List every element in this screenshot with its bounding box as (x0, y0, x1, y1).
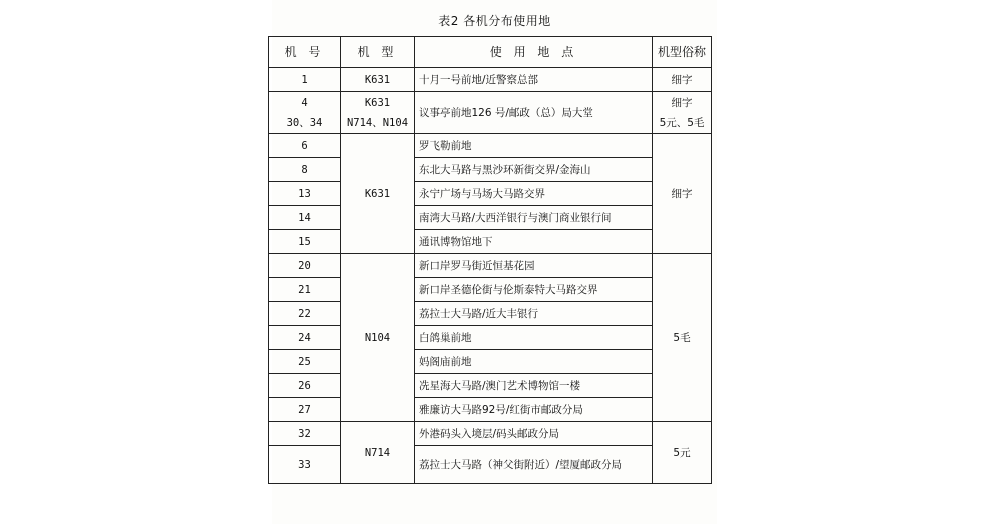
machine-no: 26 (269, 374, 341, 398)
nickname (653, 92, 712, 134)
location: 外港码头入境层/码头邮政分局 (415, 422, 653, 446)
location: 新口岸罗马街近恒基花园 (415, 254, 653, 278)
table-row (269, 254, 712, 278)
table-row (269, 350, 712, 374)
machine-no: 1 (269, 68, 341, 92)
group-model: K631 (341, 134, 415, 254)
machine-no: 21 (269, 278, 341, 302)
header-nickname: 机型俗称 (653, 37, 712, 68)
location: 十月一号前地/近警察总部 (415, 68, 653, 92)
table-row (269, 422, 712, 446)
table-row (269, 158, 712, 182)
machine-no-line: 30、34 (286, 116, 323, 129)
group-nickname: 细字 (653, 134, 712, 254)
group-nickname: 5毛 (653, 254, 712, 422)
machine-no: 27 (269, 398, 341, 422)
table-row (269, 302, 712, 326)
group-model: N714 (341, 422, 415, 484)
machine-no: 14 (269, 206, 341, 230)
location: 通讯博物馆地下 (415, 230, 653, 254)
nickname-line: 细字 (671, 96, 693, 109)
table-row (269, 134, 712, 158)
table-title: 表2 各机分布使用地 (438, 14, 551, 28)
model-line: K631 (364, 96, 391, 109)
machine-no: 24 (269, 326, 341, 350)
location: 荔拉士大马路/近大丰银行 (415, 302, 653, 326)
location: 南湾大马路/大西洋银行与澳门商业银行间 (415, 206, 653, 230)
table-row (269, 92, 712, 134)
machine-no: 32 (269, 422, 341, 446)
location: 永宁广场与马场大马路交界 (415, 182, 653, 206)
header-machine-no: 机 号 (269, 37, 341, 68)
location: 新口岸圣德伦街与伦斯泰特大马路交界 (415, 278, 653, 302)
machine-no-line: 4 (301, 96, 308, 109)
machine-no: 13 (269, 182, 341, 206)
header-model: 机 型 (341, 37, 415, 68)
location: 荔拉士大马路（神父街附近）/望厦邮政分局 (415, 446, 653, 484)
location: 白鸽巢前地 (415, 326, 653, 350)
group-nickname: 5元 (653, 422, 712, 484)
nickname-line: 5元、5毛 (659, 116, 705, 129)
location: 罗飞勒前地 (415, 134, 653, 158)
machine-no: 6 (269, 134, 341, 158)
table-row (269, 278, 712, 302)
table-row (269, 326, 712, 350)
machine-no: 15 (269, 230, 341, 254)
location: 东北大马路与黑沙环新街交界/金海山 (415, 158, 653, 182)
table-row (269, 446, 712, 484)
machine-no: 25 (269, 350, 341, 374)
table-row (269, 230, 712, 254)
machine-no: 22 (269, 302, 341, 326)
header-location: 使 用 地 点 (415, 37, 653, 68)
location: 妈阁庙前地 (415, 350, 653, 374)
table-row (269, 182, 712, 206)
table-row (269, 206, 712, 230)
machine-no: 20 (269, 254, 341, 278)
group-model: N104 (341, 254, 415, 422)
nickname: 细字 (653, 68, 712, 92)
machine-no: 33 (269, 446, 341, 484)
location: 雅廉访大马路92号/红街市邮政分局 (415, 398, 653, 422)
model-line: N714、N104 (346, 116, 409, 129)
model: K631 (341, 68, 415, 92)
machine-no (269, 92, 341, 134)
machine-no: 8 (269, 158, 341, 182)
table-row (269, 398, 712, 422)
location: 议事亭前地126 号/邮政（总）局大堂 (415, 92, 653, 134)
model (341, 92, 415, 134)
header-row (269, 37, 712, 68)
location: 冼星海大马路/澳门艺术博物馆一楼 (415, 374, 653, 398)
distribution-table (268, 36, 712, 484)
table-row (269, 374, 712, 398)
table-row (269, 68, 712, 92)
